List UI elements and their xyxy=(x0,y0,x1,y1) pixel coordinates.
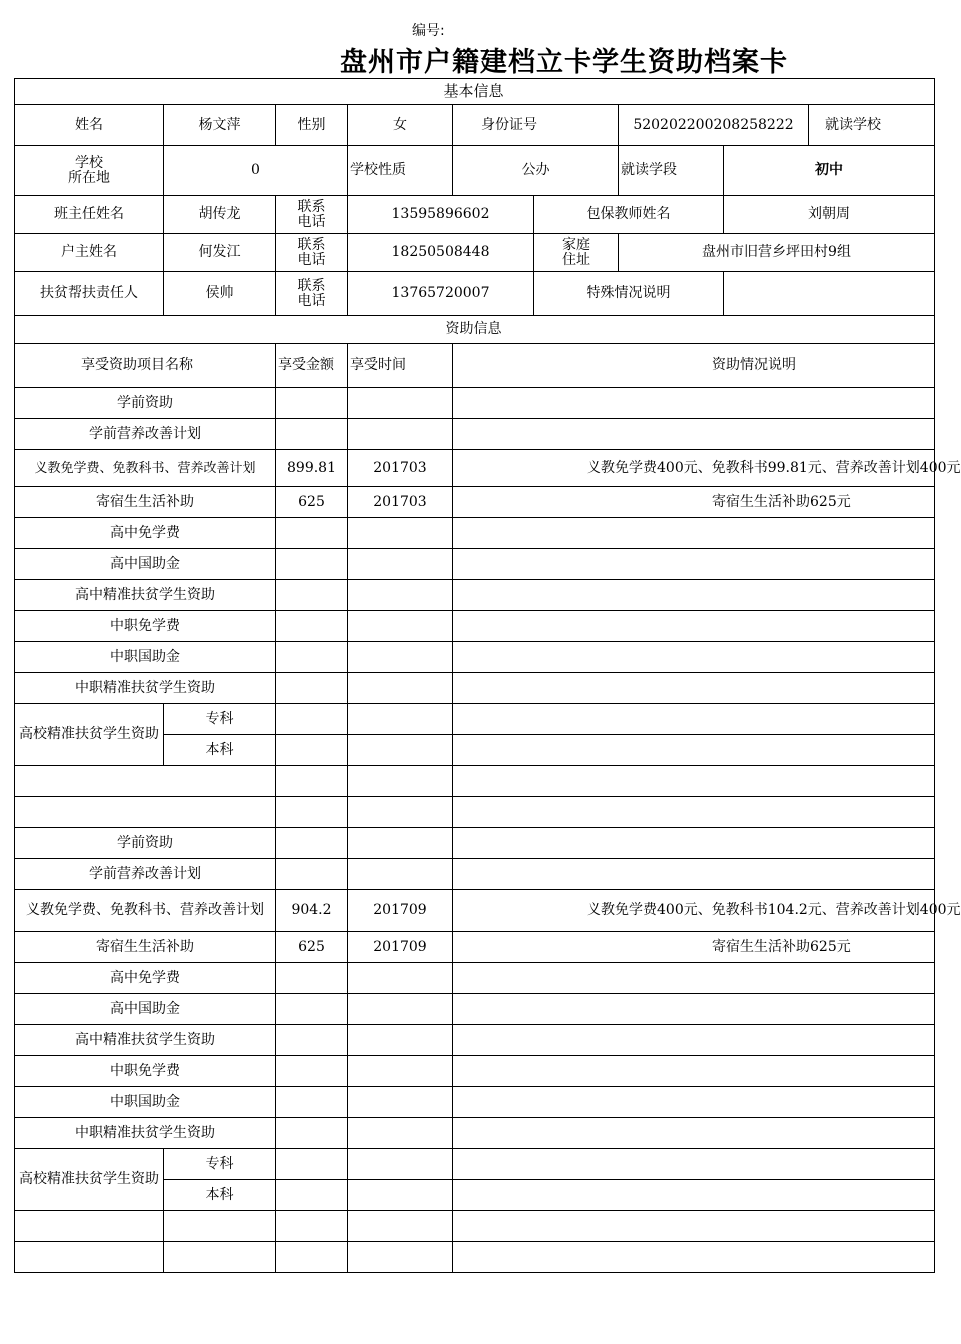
empty-row-cell xyxy=(453,1242,935,1273)
special-value xyxy=(724,272,935,316)
aid-row-desc xyxy=(453,673,935,704)
aid-row-desc xyxy=(453,735,935,766)
school-type-label: 学校性质 xyxy=(348,146,453,196)
gender-value: 女 xyxy=(348,105,453,146)
school-type-value: 公办 xyxy=(453,146,619,196)
aid-row-time xyxy=(348,828,453,859)
aid-row-name: 高中国助金 xyxy=(15,994,276,1025)
aid-row-amount xyxy=(276,828,348,859)
teacher-phone-value: 13595896602 xyxy=(348,196,534,234)
aid-row-amount: 625 xyxy=(276,487,348,518)
empty-row-cell xyxy=(348,766,453,797)
aid-row-amount xyxy=(276,611,348,642)
aid-row-time xyxy=(348,388,453,419)
aid-row-desc xyxy=(453,1056,935,1087)
empty-row-cell xyxy=(276,1242,348,1273)
college-zhuanke-label: 专科 xyxy=(164,1149,276,1180)
aid-row-desc xyxy=(453,642,935,673)
stage-value: 初中 xyxy=(724,146,935,196)
aid-row-time xyxy=(348,642,453,673)
aid-row-amount xyxy=(276,580,348,611)
id-value: 520202200208258222 xyxy=(619,105,809,146)
aid-row-amount xyxy=(276,1118,348,1149)
aid-row-time: 201703 xyxy=(348,487,453,518)
aid-row-amount xyxy=(276,704,348,735)
aid-row-time xyxy=(348,1025,453,1056)
empty-row-cell xyxy=(15,766,276,797)
aid-row-time xyxy=(348,963,453,994)
empty-row-cell xyxy=(164,1242,276,1273)
householder-value: 何发江 xyxy=(164,234,276,272)
aid-row-time xyxy=(348,419,453,450)
aid-row-time xyxy=(348,1087,453,1118)
guarantee-teacher-value: 刘朝周 xyxy=(724,196,935,234)
aid-row-desc: 义教免学费400元、免教科书99.81元、营养改善计划400元 xyxy=(453,450,935,487)
empty-row-cell xyxy=(15,1211,164,1242)
empty-row-cell xyxy=(453,1211,935,1242)
aid-row-time xyxy=(348,1118,453,1149)
address-value: 盘州市旧营乡坪田村9组 xyxy=(619,234,935,272)
teacher-phone-label: 联系 电话 xyxy=(276,196,348,234)
college-aid-label: 高校精准扶贫学生资助 xyxy=(15,1149,164,1211)
aid-row-name: 学前资助 xyxy=(15,388,276,419)
aid-row-amount xyxy=(276,673,348,704)
aid-row-desc xyxy=(453,1149,935,1180)
section-basic-info: 基本信息 xyxy=(15,79,935,105)
aid-row-desc xyxy=(453,1180,935,1211)
aid-row-name: 高中免学费 xyxy=(15,963,276,994)
aid-row-time: 201709 xyxy=(348,932,453,963)
aid-row-amount xyxy=(276,518,348,549)
aid-row-time xyxy=(348,1149,453,1180)
aid-row-desc xyxy=(453,828,935,859)
aid-row-amount xyxy=(276,642,348,673)
name-label: 姓名 xyxy=(15,105,164,146)
aid-row-amount xyxy=(276,388,348,419)
aid-row-desc xyxy=(453,994,935,1025)
aid-row-time xyxy=(348,673,453,704)
aid-row-amount: 904.2 xyxy=(276,890,348,932)
aid-row-amount xyxy=(276,549,348,580)
aid-row-desc xyxy=(453,1025,935,1056)
aid-row-amount xyxy=(276,1087,348,1118)
householder-phone-label: 联系 电话 xyxy=(276,234,348,272)
aid-row-name: 学前营养改善计划 xyxy=(15,419,276,450)
aid-row-amount xyxy=(276,1056,348,1087)
aid-row-desc: 寄宿生生活补助625元 xyxy=(453,932,935,963)
aid-row-time xyxy=(348,1056,453,1087)
aid-row-time xyxy=(348,1180,453,1211)
empty-row-cell xyxy=(348,1211,453,1242)
aid-row-time xyxy=(348,518,453,549)
aid-row-name: 学前资助 xyxy=(15,828,276,859)
col-time: 享受时间 xyxy=(348,344,453,388)
aid-row-desc xyxy=(453,611,935,642)
empty-row-cell xyxy=(164,1211,276,1242)
page-title: 盘州市户籍建档立卡学生资助档案卡 xyxy=(340,47,788,78)
aid-row-desc: 寄宿生生活补助625元 xyxy=(453,487,935,518)
empty-row-cell xyxy=(453,797,935,828)
aid-row-time: 201709 xyxy=(348,890,453,932)
aid-row-time xyxy=(348,704,453,735)
aid-row-time: 201703 xyxy=(348,450,453,487)
name-value: 杨文萍 xyxy=(164,105,276,146)
aid-row-name: 中职国助金 xyxy=(15,1087,276,1118)
aid-row-time xyxy=(348,994,453,1025)
aid-row-desc xyxy=(453,580,935,611)
aid-row-name: 中职国助金 xyxy=(15,642,276,673)
serial-number-label: 编号: xyxy=(412,23,445,39)
empty-row-cell xyxy=(453,766,935,797)
aid-row-amount xyxy=(276,963,348,994)
householder-phone-value: 18250508448 xyxy=(348,234,534,272)
col-project-name: 享受资助项目名称 xyxy=(15,344,276,388)
college-benke-label: 本科 xyxy=(164,1180,276,1211)
aid-row-name: 中职免学费 xyxy=(15,1056,276,1087)
aid-row-desc xyxy=(453,704,935,735)
aid-row-amount xyxy=(276,1180,348,1211)
aid-row-desc xyxy=(453,388,935,419)
section-aid-info: 资助信息 xyxy=(15,316,935,344)
aid-row-desc xyxy=(453,963,935,994)
college-zhuanke-label: 专科 xyxy=(164,704,276,735)
aid-row-name: 高中精准扶贫学生资助 xyxy=(15,580,276,611)
aid-row-time xyxy=(348,611,453,642)
empty-row-cell xyxy=(276,797,348,828)
aid-row-desc xyxy=(453,549,935,580)
aid-row-time xyxy=(348,859,453,890)
archive-card-sheet xyxy=(14,78,961,1276)
college-benke-label: 本科 xyxy=(164,735,276,766)
address-label: 家庭 住址 xyxy=(534,234,619,272)
aid-row-name: 中职精准扶贫学生资助 xyxy=(15,673,276,704)
teacher-value: 胡传龙 xyxy=(164,196,276,234)
special-label: 特殊情况说明 xyxy=(534,272,724,316)
aid-row-name: 高中国助金 xyxy=(15,549,276,580)
col-amount: 享受金额 xyxy=(276,344,348,388)
empty-row-cell xyxy=(276,766,348,797)
aid-row-amount xyxy=(276,859,348,890)
aid-row-desc xyxy=(453,1118,935,1149)
aid-row-name: 义教免学费、免教科书、营养改善计划 xyxy=(15,450,276,487)
id-label: 身份证号 xyxy=(453,105,619,146)
aid-row-name: 高中免学费 xyxy=(15,518,276,549)
aid-row-name: 高中精准扶贫学生资助 xyxy=(15,1025,276,1056)
aid-row-name: 寄宿生生活补助 xyxy=(15,932,276,963)
aid-row-time xyxy=(348,580,453,611)
aid-row-name: 学前营养改善计划 xyxy=(15,859,276,890)
aid-row-time xyxy=(348,549,453,580)
helper-phone-value: 13765720007 xyxy=(348,272,534,316)
aid-row-amount xyxy=(276,419,348,450)
teacher-label: 班主任姓名 xyxy=(15,196,164,234)
aid-row-name: 寄宿生生活补助 xyxy=(15,487,276,518)
aid-row-desc xyxy=(453,419,935,450)
guarantee-teacher-label: 包保教师姓名 xyxy=(534,196,724,234)
aid-row-desc xyxy=(453,859,935,890)
aid-row-desc xyxy=(453,518,935,549)
aid-row-amount xyxy=(276,735,348,766)
aid-row-amount: 899.81 xyxy=(276,450,348,487)
aid-row-amount xyxy=(276,1025,348,1056)
aid-row-desc: 义教免学费400元、免教科书104.2元、营养改善计划400元 xyxy=(453,890,935,932)
empty-row-cell xyxy=(15,1242,164,1273)
helper-label: 扶贫帮扶责任人 xyxy=(15,272,164,316)
helper-phone-label: 联系 电话 xyxy=(276,272,348,316)
gender-label: 性别 xyxy=(276,105,348,146)
aid-row-desc xyxy=(453,1087,935,1118)
aid-row-name: 中职免学费 xyxy=(15,611,276,642)
school-location-value: 0 xyxy=(164,146,348,196)
empty-row-cell xyxy=(276,1211,348,1242)
aid-row-amount: 625 xyxy=(276,932,348,963)
empty-row-cell xyxy=(348,1242,453,1273)
helper-value: 侯帅 xyxy=(164,272,276,316)
empty-row-cell xyxy=(348,797,453,828)
aid-row-name: 中职精准扶贫学生资助 xyxy=(15,1118,276,1149)
aid-row-amount xyxy=(276,1149,348,1180)
aid-row-time xyxy=(348,735,453,766)
aid-row-amount xyxy=(276,994,348,1025)
stage-label: 就读学段 xyxy=(619,146,724,196)
college-aid-label: 高校精准扶贫学生资助 xyxy=(15,704,164,766)
empty-row-cell xyxy=(15,797,276,828)
householder-label: 户主姓名 xyxy=(15,234,164,272)
school-location-label: 学校 所在地 xyxy=(15,146,164,196)
archive-card-table xyxy=(14,78,961,1273)
aid-row-name: 义教免学费、免教科书、营养改善计划 xyxy=(15,890,276,932)
col-description: 资助情况说明 xyxy=(453,344,935,388)
school-label: 就读学校 xyxy=(809,105,935,146)
